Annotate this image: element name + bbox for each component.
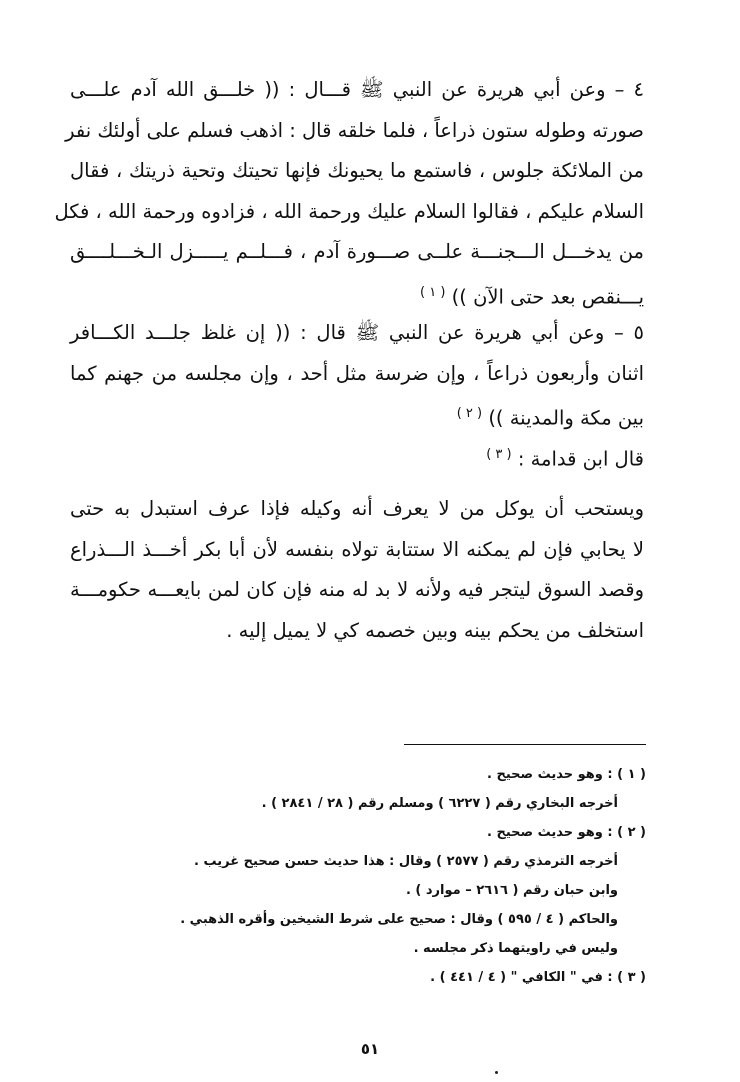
text-line: لا يحابي فإن لم يمكنه الا ستتابة تولاه بنفسه لأن أبا بكر أخـــذ الـــذراع	[70, 537, 644, 561]
footnote-line: أخرجه الترمذي رقم ( ٢٥٧٧ ) وقال : هذا حديث حسن صحيح غريب .	[194, 854, 618, 869]
footnote-ref-2: ( ٢ )	[456, 406, 483, 421]
footnotes-block	[180, 760, 646, 992]
text-line: السلام عليكم ، فقالوا السلام عليك ورحمة الله ، فزادوه ورحمة الله ، فكل	[54, 199, 644, 223]
footnote-line: والحاكم ( ٤ / ٥٩٥ ) وقال : صحيح على شرط الشيخين وأقره الذهبي .	[180, 912, 618, 927]
section-heading: قال ابن قدامة :	[517, 447, 644, 470]
footnote-divider	[404, 744, 646, 745]
scan-speck	[495, 1071, 498, 1074]
text-line	[70, 273, 644, 314]
footnote-line: وابن حبان رقم ( ٢٦١٦ – موارد ) .	[405, 883, 618, 898]
text-line	[70, 435, 644, 476]
text-line: اثنان وأربعون ذراعاً ، وإن ضرسة مثل أحد ، وإن مجلسه من جهنم كما	[70, 361, 644, 385]
text-line: من يدخـــل الـــجنـــة علــى صـــورة آدم ، فـــلــم يـــــزل الـخـــلــــق	[70, 240, 644, 263]
text-line	[70, 394, 644, 435]
text-line: وقصد السوق ليتجر فيه ولأنه لا بد له منه فإن كان لمن بايعـــه حكومـــة	[70, 578, 644, 601]
text-segment: بين مكة والمدينة ))	[488, 406, 644, 430]
footnote-line: أخرجه البخاري رقم ( ٦٢٢٧ ) ومسلم رقم ( ٢٨ / ٢٨٤١ ) .	[261, 796, 618, 811]
page-number: ٥١	[360, 1040, 380, 1058]
footnote-line: ( ١ ) : وهو حديث صحيح .	[486, 767, 646, 782]
text-line: ٤ – وعن أبي هريرة عن النبي ﷺ قـــال : (( خلـــق الله آدم علـــى	[70, 78, 644, 101]
text-line: استخلف من يحكم بينه وبين خصمه كي لا يميل إليه .	[226, 618, 644, 642]
text-line: ويستحب أن يوكل من لا يعرف أنه وكيله فإذا عرف استبدل به حتى	[70, 497, 644, 520]
text-line: صورته وطوله ستون ذراعاً ، فلما خلقه قال : اذهب فسلم على أولئك نفر	[65, 118, 644, 142]
footnote-ref-1: ( ١ )	[420, 284, 446, 300]
text-line: ٥ – وعن أبي هريرة عن النبي ﷺ قال : (( إن غلظ جلـــد الكـــافر	[70, 321, 644, 344]
footnote-line: ( ٣ ) : في " الكافي " ( ٤ / ٤٤١ ) .	[430, 970, 646, 985]
text-segment: يـــنقص بعد حتى الآن ))	[451, 285, 644, 308]
footnote-line: ( ٢ ) : وهو حديث صحيح .	[486, 825, 646, 840]
text-line: من الملائكة جلوس ، فاستمع ما يحيونك فإنها تحيتك وتحية ذريتك ، فقال	[70, 159, 644, 182]
footnote-line: وليس في راويتهما ذكر مجلسه .	[413, 941, 618, 956]
main-text-block	[54, 70, 644, 651]
footnote-ref-3: ( ٣ )	[486, 446, 512, 462]
